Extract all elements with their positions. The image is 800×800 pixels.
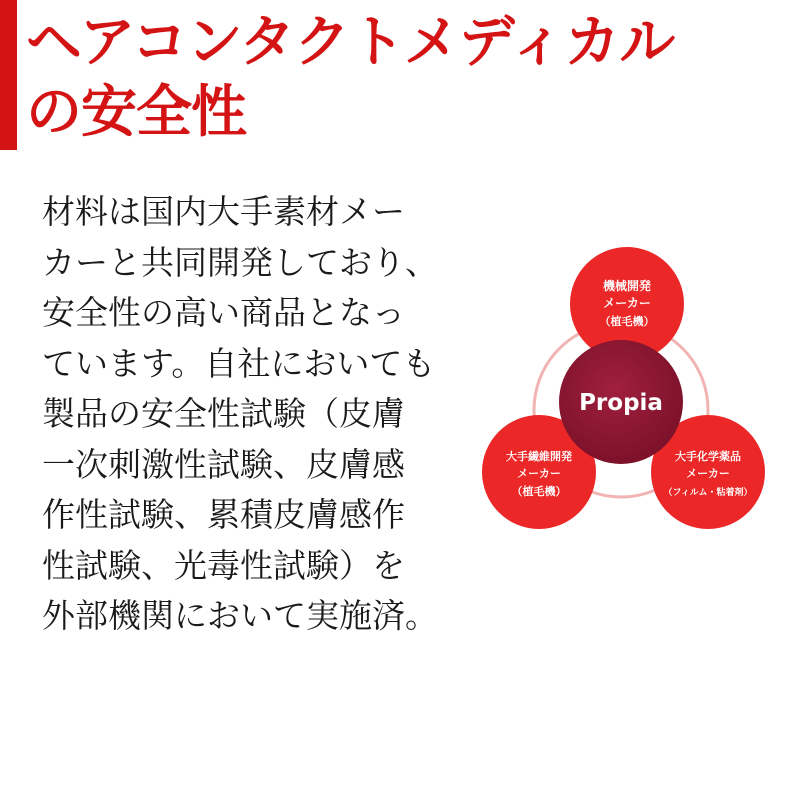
- description-line: 材料は国内大手素材メー: [42, 192, 405, 231]
- title-line-1: ヘアコンタクトメディカル: [26, 10, 675, 75]
- top-partner-line-1: 機械開発: [602, 279, 652, 293]
- right-partner-line-1: 大手化学薬品: [675, 450, 741, 463]
- partnership-diagram-svg: [480, 240, 780, 540]
- description-line: 性試験、光毒性試験）を: [42, 545, 405, 585]
- left-partner-line-2: メーカー: [517, 467, 561, 480]
- description-line: 安全性の高い商品となっ: [42, 293, 405, 332]
- right-partner-line-2: メーカー: [686, 467, 730, 480]
- top-partner-line-3: （植毛機）: [599, 315, 655, 328]
- page-title: [26, 8, 674, 148]
- propia-center-node: [559, 340, 683, 464]
- right-partner-line-3: （フィルム・粘着剤）: [663, 488, 753, 498]
- description-line: 一次刺激性試験、皮膚感: [42, 444, 405, 484]
- left-partner-line-1: 大手繊維開発: [506, 450, 572, 463]
- description-line: ています。自社においても: [42, 343, 436, 383]
- description-text: [42, 187, 442, 642]
- partnership-diagram: [480, 240, 780, 540]
- description-line: 製品の安全性試験（皮膚: [42, 394, 405, 433]
- description-line: 作性試験、累積皮膚感作: [42, 495, 405, 534]
- title-line-2: の安全性: [26, 80, 246, 145]
- title-accent-bar: [0, 0, 17, 150]
- description-line: 外部機関において実施済。: [42, 596, 438, 635]
- top-partner-line-2: メーカー: [603, 296, 651, 310]
- propia-logo-text: Propia: [579, 390, 663, 416]
- description-line: カーと共同開発しており、: [42, 242, 438, 282]
- left-partner-line-3: （植毛機）: [511, 485, 567, 498]
